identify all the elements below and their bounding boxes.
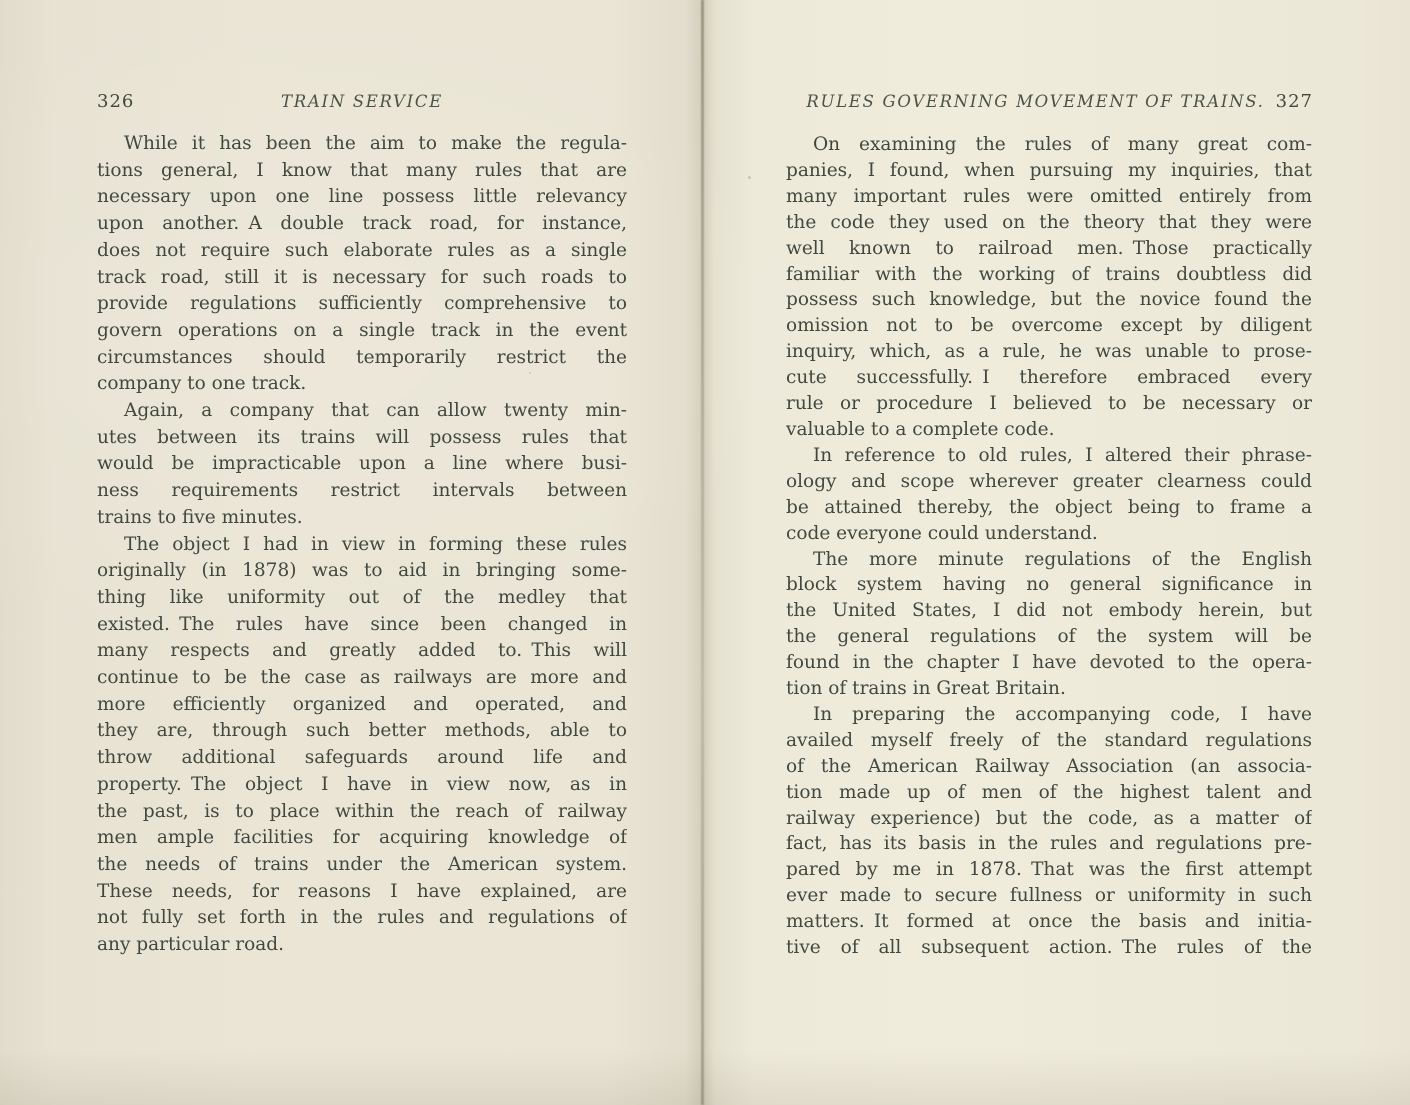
- paragraph: [786, 547, 1312, 702]
- text-line: many respects and greatly added to. This will: [97, 640, 627, 662]
- paragraph: [786, 702, 1312, 961]
- text-line: throw additional safeguards around life and: [97, 747, 627, 769]
- text-line: possess such knowledge, but the novice found the: [786, 289, 1312, 311]
- text-line: utes between its trains will possess rules that: [97, 426, 627, 448]
- left-running-title: TRAIN SERVICE: [281, 92, 443, 111]
- text-line: On examining the rules of many great com-: [813, 134, 1312, 155]
- text-line: tion of trains in Great Britain.: [786, 678, 1066, 700]
- text-line: govern operations on a single track in the event: [97, 319, 627, 341]
- right-running-head: [786, 92, 1313, 116]
- paragraph: [786, 443, 1312, 547]
- text-line: does not require such elaborate rules as a single: [97, 239, 627, 261]
- text-line: ever made to secure fullness or uniformity in such: [786, 885, 1312, 907]
- text-line: rule or procedure I believed to be necessary or: [786, 393, 1312, 415]
- text-line: familiar with the working of trains doubtless did: [786, 263, 1312, 285]
- paragraph: [97, 131, 627, 398]
- text-line: tion made up of men of the highest talent and: [786, 781, 1312, 803]
- text-line: In preparing the accompanying code, I have: [813, 703, 1312, 725]
- text-line: valuable to a complete code.: [786, 418, 1055, 440]
- text-line: matters. It formed at once the basis and initia-: [786, 911, 1312, 933]
- text-line: These needs, for reasons I have explained, are: [97, 880, 627, 902]
- text-line: more efficiently organized and operated, and: [97, 693, 627, 715]
- paragraph: [786, 132, 1312, 443]
- text-line: not fully set forth in the rules and regulations of: [97, 907, 627, 929]
- text-line: omission not to be overcome except by diligent: [786, 315, 1312, 337]
- text-line: the code they used on the theory that they were: [786, 211, 1312, 233]
- page-gutter-crease: [701, 0, 704, 1105]
- text-line: In reference to old rules, I altered their phrase-: [813, 444, 1312, 466]
- left-running-head: [97, 92, 627, 116]
- text-line: railway experience) but the code, as a matter of: [786, 807, 1312, 829]
- text-line: be attained thereby, the object being to frame a: [786, 496, 1312, 518]
- paragraph: [97, 398, 627, 532]
- text-line: of the American Railway Association (an associa-: [786, 755, 1312, 777]
- paragraph: [97, 532, 627, 959]
- text-line: The object I had in view in forming these rules: [124, 533, 627, 555]
- text-line: provide regulations sufficiently comprehensive to: [97, 293, 627, 315]
- paper-speck: [748, 176, 751, 179]
- text-line: well known to railroad men. Those practically: [786, 237, 1312, 259]
- text-line: company to one track.: [97, 373, 307, 395]
- text-line: cute successfully. I therefore embraced every: [786, 367, 1312, 389]
- text-line: track road, still it is necessary for such roads to: [97, 266, 627, 288]
- text-line: inquiry, which, as a rule, he was unable to prose-: [786, 341, 1312, 363]
- text-line: necessary upon one line possess little relevancy: [97, 186, 627, 208]
- text-line: existed. The rules have since been changed in: [97, 613, 627, 635]
- right-running-title: RULES GOVERNING MOVEMENT OF TRAINS.: [806, 92, 1265, 111]
- text-line: the general regulations of the system will be: [786, 626, 1312, 648]
- text-line: upon another. A double track road, for instance,: [97, 213, 627, 235]
- text-line: continue to be the case as railways are more and: [97, 667, 627, 689]
- text-line: the past, is to place within the reach of railway: [97, 800, 627, 822]
- text-line: men ample facilities for acquiring knowledge of: [97, 827, 627, 849]
- text-line: Again, a company that can allow twenty min-: [124, 400, 627, 422]
- text-line: property. The object I have in view now, as in: [97, 773, 627, 795]
- text-line: would be impracticable upon a line where busi-: [97, 453, 627, 475]
- left-page-text: [97, 131, 627, 959]
- text-line: ology and scope wherever greater clearness could: [786, 470, 1312, 492]
- left-page-number: 326: [97, 91, 135, 112]
- text-line: any particular road.: [97, 934, 285, 956]
- text-line: fact, has its basis in the rules and regulations pre-: [786, 833, 1312, 855]
- text-line: the United States, I did not embody herein, but: [786, 600, 1312, 622]
- text-line: tions general, I know that many rules that are: [97, 159, 627, 181]
- text-line: the needs of trains under the American system.: [97, 853, 627, 875]
- text-line: pared by me in 1878. That was the first attempt: [786, 859, 1312, 881]
- text-line: availed myself freely of the standard regulations: [786, 729, 1312, 751]
- text-line: block system having no general significance in: [786, 574, 1312, 596]
- right-page-text: [786, 132, 1312, 961]
- text-line: found in the chapter I have devoted to the opera-: [786, 652, 1312, 674]
- text-line: The more minute regulations of the English: [813, 548, 1312, 570]
- text-line: many important rules were omitted entirely from: [786, 185, 1312, 207]
- text-line: trains to five minutes.: [97, 506, 303, 528]
- text-line: thing like uniformity out of the medley that: [97, 586, 627, 608]
- text-line: code everyone could understand.: [786, 522, 1098, 544]
- text-line: originally (in 1878) was to aid in bringing some-: [97, 560, 627, 582]
- text-line: panies, I found, when pursuing my inquiries, that: [786, 159, 1312, 181]
- text-line: While it has been the aim to make the regula-: [124, 133, 627, 154]
- right-page-number: 327: [1275, 91, 1313, 112]
- text-line: circumstances should temporarily restrict the: [97, 346, 627, 368]
- text-line: they are, through such better methods, able to: [97, 720, 627, 742]
- text-line: tive of all subsequent action. The rules of the: [786, 937, 1312, 959]
- text-line: ness requirements restrict intervals between: [97, 480, 627, 502]
